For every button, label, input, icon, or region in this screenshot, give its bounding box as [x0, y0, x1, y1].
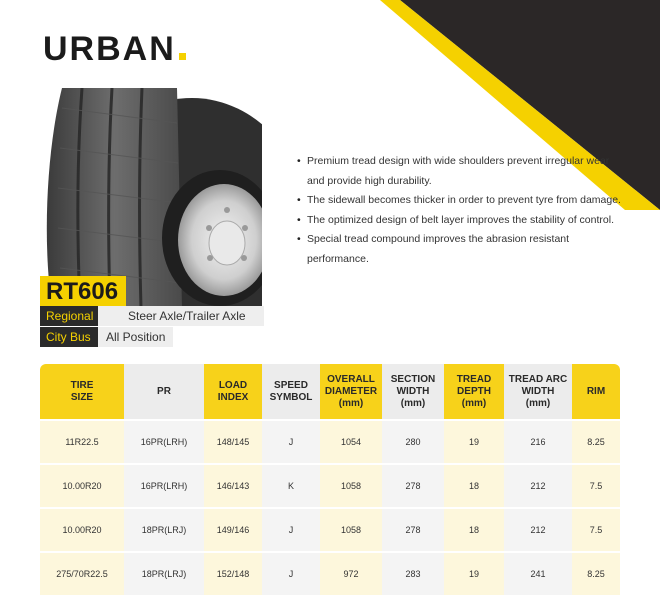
feature-item: • The optimized design of belt layer improves the stability of control.: [297, 211, 622, 231]
feature-item: • Premium tread design with wide shoulders prevent irregular wear and provide high durability.: [297, 152, 622, 191]
table-cell: 7.5: [572, 464, 620, 508]
column-header-line: INDEX: [217, 391, 249, 403]
column-header: [124, 364, 204, 420]
table-cell: 278: [382, 464, 444, 508]
spec-table: [40, 364, 620, 595]
feature-item: • The sidewall becomes thicker in order to prevent tyre from damage.: [297, 191, 622, 211]
column-header-line: TIRE: [70, 379, 94, 391]
table-cell: 11R22.5: [40, 420, 124, 464]
column-header: [262, 364, 320, 420]
table-cell: 278: [382, 508, 444, 552]
table-row: [40, 552, 620, 595]
column-header-line: (mm): [461, 397, 487, 409]
column-header: [504, 364, 572, 420]
table-cell: K: [262, 464, 320, 508]
column-header-line: (mm): [338, 397, 364, 409]
tyre-image: [42, 88, 262, 308]
table-cell: 1058: [320, 464, 382, 508]
column-header-line: DIAMETER: [324, 385, 378, 397]
table-cell: 280: [382, 420, 444, 464]
table-cell: 241: [504, 552, 572, 595]
column-header-line: OVERALL: [327, 373, 375, 385]
column-header-line: WIDTH: [396, 385, 430, 397]
column-header-line: RIM: [586, 385, 606, 397]
column-header-line: (mm): [525, 397, 551, 409]
spec-table-header: [40, 364, 620, 420]
tag-value: Steer Axle/Trailer Axle: [98, 306, 264, 326]
table-cell: J: [262, 552, 320, 595]
table-cell: 8.25: [572, 552, 620, 595]
table-cell: 275/70R22.5: [40, 552, 124, 595]
tag-key: City Bus: [40, 327, 98, 347]
table-row: [40, 464, 620, 508]
table-cell: J: [262, 420, 320, 464]
column-header-line: LOAD: [218, 379, 248, 391]
table-cell: 1058: [320, 508, 382, 552]
table-cell: 216: [504, 420, 572, 464]
table-cell: 283: [382, 552, 444, 595]
column-header: [444, 364, 504, 420]
column-header-line: DEPTH: [457, 385, 491, 397]
column-header-line: TREAD ARC: [508, 373, 568, 385]
column-header-line: SECTION: [390, 373, 436, 385]
table-cell: 149/146: [204, 508, 262, 552]
table-cell: 18: [444, 464, 504, 508]
table-cell: 16PR(LRH): [124, 464, 204, 508]
column-header-line: SYMBOL: [269, 391, 313, 403]
table-cell: 1054: [320, 420, 382, 464]
brand-logo: [43, 30, 186, 69]
tag-row-city-bus: [40, 327, 173, 347]
model-name: RT606: [40, 276, 126, 309]
tag-key: Regional: [40, 306, 98, 326]
column-header: [40, 364, 124, 420]
table-cell: 10.00R20: [40, 464, 124, 508]
feature-list: [297, 152, 622, 269]
column-header-line: SIZE: [70, 391, 94, 403]
table-row: [40, 420, 620, 464]
column-header: [320, 364, 382, 420]
column-header: [572, 364, 620, 420]
table-cell: 18PR(LRJ): [124, 508, 204, 552]
table-cell: J: [262, 508, 320, 552]
column-header-line: (mm): [400, 397, 426, 409]
column-header-line: SPEED: [274, 379, 308, 391]
table-cell: 146/143: [204, 464, 262, 508]
column-header: [382, 364, 444, 420]
table-cell: 19: [444, 420, 504, 464]
table-cell: 972: [320, 552, 382, 595]
table-cell: 19: [444, 552, 504, 595]
column-header: [204, 364, 262, 420]
tag-row-regional: [40, 306, 264, 326]
table-cell: 10.00R20: [40, 508, 124, 552]
table-cell: 148/145: [204, 420, 262, 464]
table-row: [40, 508, 620, 552]
table-cell: 18PR(LRJ): [124, 552, 204, 595]
table-cell: 7.5: [572, 508, 620, 552]
table-cell: 18: [444, 508, 504, 552]
column-header-line: TREAD: [456, 373, 492, 385]
brand-dot-icon: [179, 53, 186, 60]
brand-name: URBAN: [43, 30, 176, 68]
table-cell: 212: [504, 464, 572, 508]
table-cell: 152/148: [204, 552, 262, 595]
column-header-line: WIDTH: [521, 385, 555, 397]
feature-item: • Special tread compound improves the abrasion resistant performance.: [297, 230, 622, 269]
spec-table-body: [40, 420, 620, 595]
table-cell: 8.25: [572, 420, 620, 464]
table-cell: 16PR(LRH): [124, 420, 204, 464]
tag-value: All Position: [98, 327, 173, 347]
table-cell: 212: [504, 508, 572, 552]
column-header-line: PR: [157, 385, 171, 397]
